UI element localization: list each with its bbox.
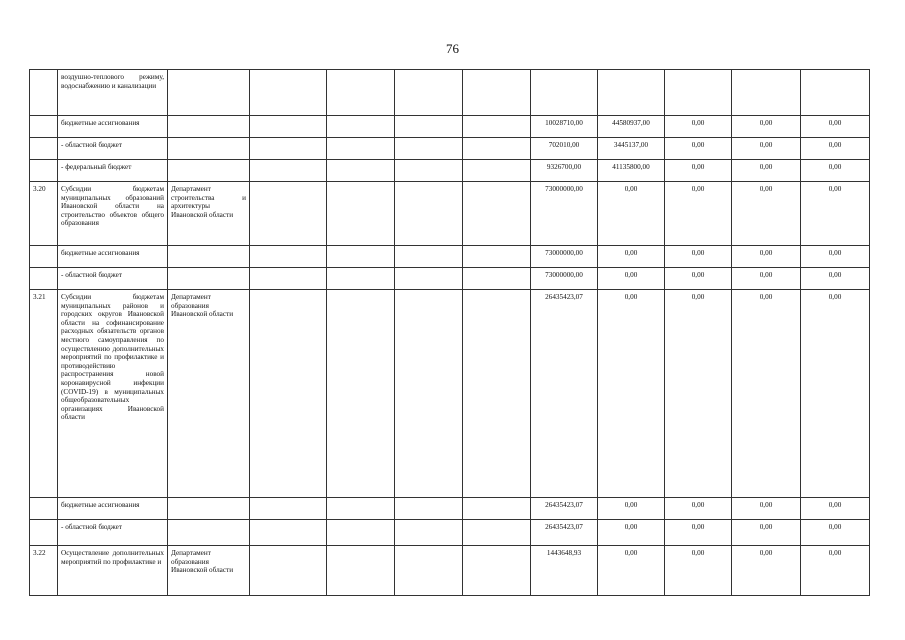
empty-cell [250,160,327,182]
amount-cell-3 [665,70,732,116]
empty-cell [395,116,463,138]
amount-cell-1: 26435423,07 [531,520,598,546]
amount-cell-2: 0,00 [598,498,665,520]
executor-cell: Департамент образования Ивановской области [168,546,250,596]
executor-cell [168,160,250,182]
empty-cell [463,498,531,520]
empty-cell [327,520,395,546]
item-name-cell: - областной бюджет [58,268,168,290]
amount-cell-3: 0,00 [665,160,732,182]
item-number-cell [30,160,58,182]
budget-table [29,69,870,596]
empty-cell [250,520,327,546]
amount-cell-1: 73000000,00 [531,182,598,246]
amount-cell-2: 0,00 [598,290,665,498]
empty-cell [250,546,327,596]
item-number-cell [30,246,58,268]
empty-cell [250,138,327,160]
amount-cell-2: 44580937,00 [598,116,665,138]
item-number-cell [30,498,58,520]
amount-cell-2: 0,00 [598,520,665,546]
amount-cell-2: 0,00 [598,246,665,268]
item-name-cell: Осуществление дополнительных мероприятий по профилактике и [58,546,168,596]
table-row-funding [30,160,870,182]
amount-cell-4: 0,00 [732,160,801,182]
item-name-cell: Субсидии бюджетам муниципальных образований Ивановской области на строительство объектов общего образования [58,182,168,246]
amount-cell-5: 0,00 [801,160,870,182]
empty-cell [327,290,395,498]
empty-cell [463,268,531,290]
amount-cell-2 [598,70,665,116]
amount-cell-4: 0,00 [732,116,801,138]
empty-cell [250,116,327,138]
empty-cell [395,268,463,290]
empty-cell [463,138,531,160]
executor-cell [168,138,250,160]
item-name-cell: воздушно-теплового режиму, водоснабжению и канализации [58,70,168,116]
table-row-main [30,290,870,498]
amount-cell-4: 0,00 [732,246,801,268]
empty-cell [327,498,395,520]
empty-cell [395,160,463,182]
amount-cell-5: 0,00 [801,246,870,268]
executor-cell [168,246,250,268]
amount-cell-5: 0,00 [801,268,870,290]
amount-cell-3: 0,00 [665,182,732,246]
empty-cell [463,290,531,498]
amount-cell-1: 26435423,07 [531,290,598,498]
empty-cell [395,246,463,268]
amount-cell-5: 0,00 [801,116,870,138]
item-number-cell [30,138,58,160]
empty-cell [463,70,531,116]
amount-cell-4: 0,00 [732,268,801,290]
table-row-funding [30,520,870,546]
empty-cell [327,268,395,290]
item-number-cell [30,116,58,138]
item-name-cell: - областной бюджет [58,520,168,546]
empty-cell [327,116,395,138]
empty-cell [250,246,327,268]
empty-cell [463,116,531,138]
item-number-cell [30,520,58,546]
item-name-cell: - областной бюджет [58,138,168,160]
item-number-cell: 3.20 [30,182,58,246]
page-number: 76 [446,41,459,56]
empty-cell [395,520,463,546]
empty-cell [327,546,395,596]
empty-cell [250,70,327,116]
empty-cell [463,246,531,268]
empty-cell [327,246,395,268]
item-number-cell [30,70,58,116]
table-row-main [30,546,870,596]
empty-cell [395,498,463,520]
empty-cell [463,546,531,596]
amount-cell-2: 41135800,00 [598,160,665,182]
empty-cell [463,520,531,546]
amount-cell-4: 0,00 [732,290,801,498]
empty-cell [395,138,463,160]
table-row-funding [30,246,870,268]
amount-cell-2: 3445137,00 [598,138,665,160]
empty-cell [250,268,327,290]
amount-cell-1: 73000000,00 [531,246,598,268]
item-name-cell: - федеральный бюджет [58,160,168,182]
item-number-cell: 3.21 [30,290,58,498]
table-row-funding [30,268,870,290]
amount-cell-3: 0,00 [665,498,732,520]
amount-cell-3: 0,00 [665,268,732,290]
table-row-continuation [30,70,870,116]
item-name-cell: бюджетные ассигнования [58,246,168,268]
executor-cell [168,498,250,520]
amount-cell-3: 0,00 [665,246,732,268]
empty-cell [327,138,395,160]
empty-cell [395,70,463,116]
item-name-cell: бюджетные ассигнования [58,116,168,138]
amount-cell-5: 0,00 [801,138,870,160]
amount-cell-1: 73000000,00 [531,268,598,290]
empty-cell [327,70,395,116]
amount-cell-5: 0,00 [801,498,870,520]
amount-cell-1: 1443648,93 [531,546,598,596]
empty-cell [250,290,327,498]
executor-cell [168,70,250,116]
empty-cell [395,182,463,246]
table-body [30,70,870,596]
amount-cell-3: 0,00 [665,520,732,546]
amount-cell-2: 0,00 [598,546,665,596]
executor-cell [168,116,250,138]
table-row-main [30,182,870,246]
amount-cell-1 [531,70,598,116]
amount-cell-4: 0,00 [732,520,801,546]
amount-cell-5: 0,00 [801,290,870,498]
amount-cell-4: 0,00 [732,138,801,160]
table-row-funding [30,116,870,138]
amount-cell-5: 0,00 [801,520,870,546]
amount-cell-1: 702010,00 [531,138,598,160]
amount-cell-4 [732,70,801,116]
amount-cell-5 [801,70,870,116]
empty-cell [250,182,327,246]
item-number-cell [30,268,58,290]
empty-cell [250,498,327,520]
executor-cell [168,520,250,546]
item-name-cell: бюджетные ассигнования [58,498,168,520]
amount-cell-1: 26435423,07 [531,498,598,520]
amount-cell-4: 0,00 [732,546,801,596]
empty-cell [327,160,395,182]
empty-cell [327,182,395,246]
amount-cell-1: 10028710,00 [531,116,598,138]
amount-cell-1: 9326700,00 [531,160,598,182]
amount-cell-3: 0,00 [665,116,732,138]
executor-cell: Департамент образования Ивановской области [168,290,250,498]
amount-cell-3: 0,00 [665,290,732,498]
amount-cell-4: 0,00 [732,498,801,520]
amount-cell-2: 0,00 [598,268,665,290]
amount-cell-3: 0,00 [665,138,732,160]
item-number-cell: 3.22 [30,546,58,596]
empty-cell [395,546,463,596]
table-row-funding [30,498,870,520]
empty-cell [463,182,531,246]
item-name-cell: Субсидии бюджетам муниципальных районов и городских округов Ивановской области на софинансирование расходных обязательств органов местного самоуправления по осуществлению дополнительных мероприятий по профилактике и противодействию распространения новой коронавирусной инфекции (COVID-19) в муниципальных общеобразовательных организациях Ивановской области [58,290,168,498]
executor-cell: Департамент строительства и архитектуры Ивановской области [168,182,250,246]
empty-cell [463,160,531,182]
amount-cell-5: 0,00 [801,546,870,596]
amount-cell-4: 0,00 [732,182,801,246]
table-row-funding [30,138,870,160]
amount-cell-5: 0,00 [801,182,870,246]
amount-cell-2: 0,00 [598,182,665,246]
executor-cell [168,268,250,290]
amount-cell-3: 0,00 [665,546,732,596]
empty-cell [395,290,463,498]
